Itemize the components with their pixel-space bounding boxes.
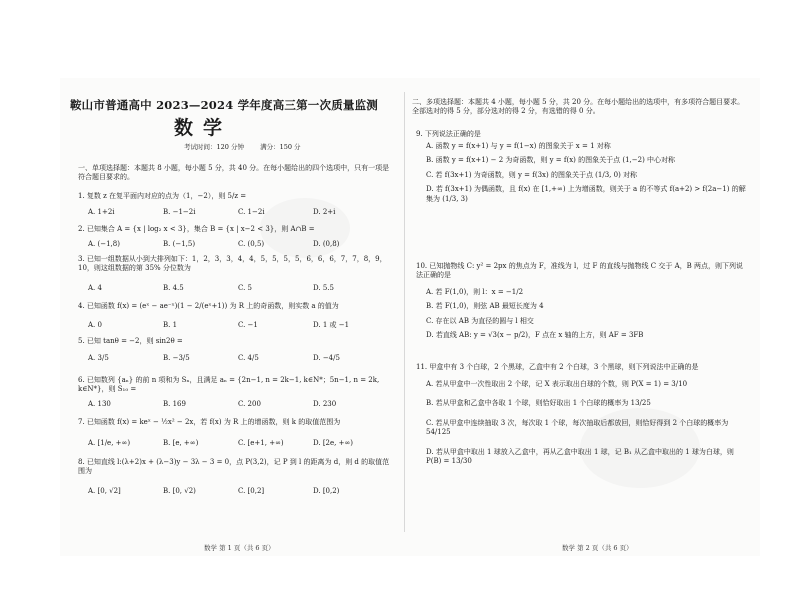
question-2-options [88, 240, 388, 249]
option: D. 2+i [313, 208, 336, 216]
option: C. 若 f(3x+1) 为奇函数，则 y = f(3x) 的图象关于点 (1/3, 0) 对称 [426, 170, 638, 179]
option: A. 函数 y = f(x+1) 与 y = f(1−x) 的图象关于 x = 1 对称 [426, 142, 611, 150]
question-1: 1. 复数 z 在复平面内对应的点为（1，−2），则 5/z = [78, 192, 247, 200]
option: B. [e, +∞) [163, 439, 199, 447]
question-4: 4. 已知函数 f(x) = (eˣ − ae⁻ˣ)(1 − 2/(eˣ+1)) 为 R 上的奇函数，则实数 a 的值为 [78, 302, 339, 310]
question-11: 11. 甲盒中有 3 个白球，2 个黑球，乙盒中有 2 个白球，3 个黑球，则下列说法中正确的是 [416, 363, 699, 371]
option: B. 若从甲盒和乙盒中各取 1 个球，则恰好取出 1 个白球的概率为 13/25 [426, 399, 651, 408]
question-5-options [88, 354, 388, 363]
option: B. 若 F(1,0)，则弦 AB 最短长度为 4 [426, 302, 544, 311]
option: D. 1 或 −1 [313, 321, 350, 329]
option: D. 若直线 AB: y = √3(x − p/2)，F 点在 x 轴的上方，则 AF = 3FB [426, 331, 644, 340]
exam-sheet [60, 78, 760, 556]
exam-time: 考试时间：120 分钟 [184, 143, 244, 151]
section-1-intro: 一、单项选择题：本题共 8 小题，每小题 5 分，共 40 分。在每小题给出的四个选项中，只有一项是符合题目要求的。 [78, 164, 390, 182]
option: B. [0, √2) [163, 487, 196, 495]
option: C. −1 [238, 321, 258, 329]
option: A. 130 [88, 400, 111, 408]
question-8: 8. 已知直线 l:(λ+2)x + (λ−3)y − 3λ − 3 = 0，点 P(3,2)，记 P 到 l 的距离为 d，则 d 的取值范围为 [78, 458, 390, 476]
question-10: 10. 已知抛物线 C: y² = 2px 的焦点为 F，准线为 l，过 F 的直线与抛物线 C 交于 A，B 两点，则下列说法正确的是 [416, 262, 744, 280]
option: B. −1−2i [163, 208, 196, 216]
option: C. [0,2] [238, 487, 265, 495]
option: B. 169 [163, 400, 186, 408]
option: C. 若从甲盒中连续抽取 3 次，每次取 1 个球，每次抽取后都放回，则恰好得到 2 个白球的概率为 54/125 [426, 418, 729, 437]
option: C. [e+1, +∞) [238, 439, 284, 447]
question-7: 7. 已知函数 f(x) = keˣ − ½x² − 2x，若 f(x) 为 R 上的增函数，则 k 的取值范围为 [78, 418, 341, 426]
option: D. 5.5 [313, 284, 334, 292]
option: D. [2e, +∞) [313, 439, 354, 447]
question-8-options [88, 487, 388, 496]
option: A. 4 [88, 284, 102, 292]
question-3-options [88, 284, 388, 293]
question-6-options [88, 400, 388, 409]
option: D. 若 f(3x+1) 为偶函数，且 f(x) 在 [1,+∞) 上为增函数，则关于 a 的不等式 f(a+2) > f(2a−1) 的解集为 (1/3, 3) [426, 185, 746, 203]
question-1-options [88, 208, 388, 217]
question-11-options [426, 380, 746, 472]
page-1 [69, 78, 396, 556]
option: B. 1 [163, 321, 178, 329]
option: D. [0,2) [313, 487, 340, 495]
option: D. 若从甲盒中取出 1 球放入乙盒中，再从乙盒中取出 1 球，记 B₁ 从乙盒中取出的 1 球为白球，则 P(B) = 13/30 [426, 447, 734, 466]
question-7-options [88, 439, 388, 448]
option: C. 200 [238, 400, 261, 408]
option: A. 1+2i [88, 208, 115, 216]
option: B. 4.5 [163, 284, 184, 292]
question-10-options [426, 288, 746, 346]
question-6: 6. 已知数列 {aₙ} 的前 n 项和为 Sₙ，且满足 aₙ = {2n−1, n = 2k−1, k∈N*；5n−1, n = 2k, k∈N*}，则 S₁₀ = [78, 376, 380, 394]
question-3: 3. 已知一组数据从小到大排列如下：1，2，3，3，4，4，5，5，5，5，6，6，6，7，7，8，9，10，则这组数据的第 35% 分位数为 [78, 255, 387, 273]
option: A. [0, √2] [88, 487, 121, 495]
option: A. 0 [88, 321, 102, 329]
page-2 [412, 78, 750, 556]
option: A. 3/5 [88, 354, 109, 362]
page-divider [404, 92, 405, 532]
option: B. 函数 y = f(x+1) − 2 为奇函数，则 y = f(x) 的图象关于点 (1,−2) 中心对称 [426, 156, 676, 165]
page-footer-left: 数学 第 1 页（共 6 页） [204, 544, 275, 552]
page-footer-right: 数学 第 2 页（共 6 页） [562, 544, 633, 552]
subject-title: 数学 [174, 117, 233, 139]
exam-title: 鞍山市普通高中 2023—2024 学年度高三第一次质量监测 [69, 98, 379, 112]
option: A. 若从甲盒中一次性取出 2 个球，记 X 表示取出白球的个数，则 P(X = 1) = 3/10 [426, 380, 688, 388]
question-5: 5. 已知 tanθ = −2，则 sin2θ = [78, 337, 183, 345]
option: A. (−1,8) [88, 240, 120, 248]
exam-info [184, 143, 315, 152]
option: A. [1/e, +∞) [88, 439, 131, 447]
option: C. 5 [238, 284, 253, 292]
option: D. (0,8) [313, 240, 340, 248]
question-9: 9. 下列说法正确的是 [416, 130, 481, 138]
exam-score: 满分：150 分 [260, 143, 301, 151]
option: A. 若 F(1,0)，则 l：x = −1/2 [426, 288, 524, 296]
option: D. 230 [313, 400, 337, 408]
section-2-intro: 二、多项选择题：本题共 4 小题，每小题 5 分，共 20 分。在每小题给出的选项中，有多项符合题目要求。全部选对的得 5 分，部分选对的得 2 分，有选错的得 0 分。 [412, 98, 745, 116]
option: C. 存在以 AB 为直径的圆与 l 相交 [426, 316, 534, 325]
question-2: 2. 已知集合 A = {x | log₂ x < 3}，集合 B = {x | x−2 < 3}，则 A∩B = [78, 225, 315, 233]
question-4-options [88, 321, 388, 330]
option: C. 4/5 [238, 354, 259, 362]
option: C. 1−2i [238, 208, 265, 216]
option: B. (−1,5) [163, 240, 196, 248]
option: B. −3/5 [163, 354, 190, 362]
option: C. (0,5) [238, 240, 265, 248]
question-9-options [426, 142, 746, 209]
option: D. −4/5 [313, 354, 340, 362]
